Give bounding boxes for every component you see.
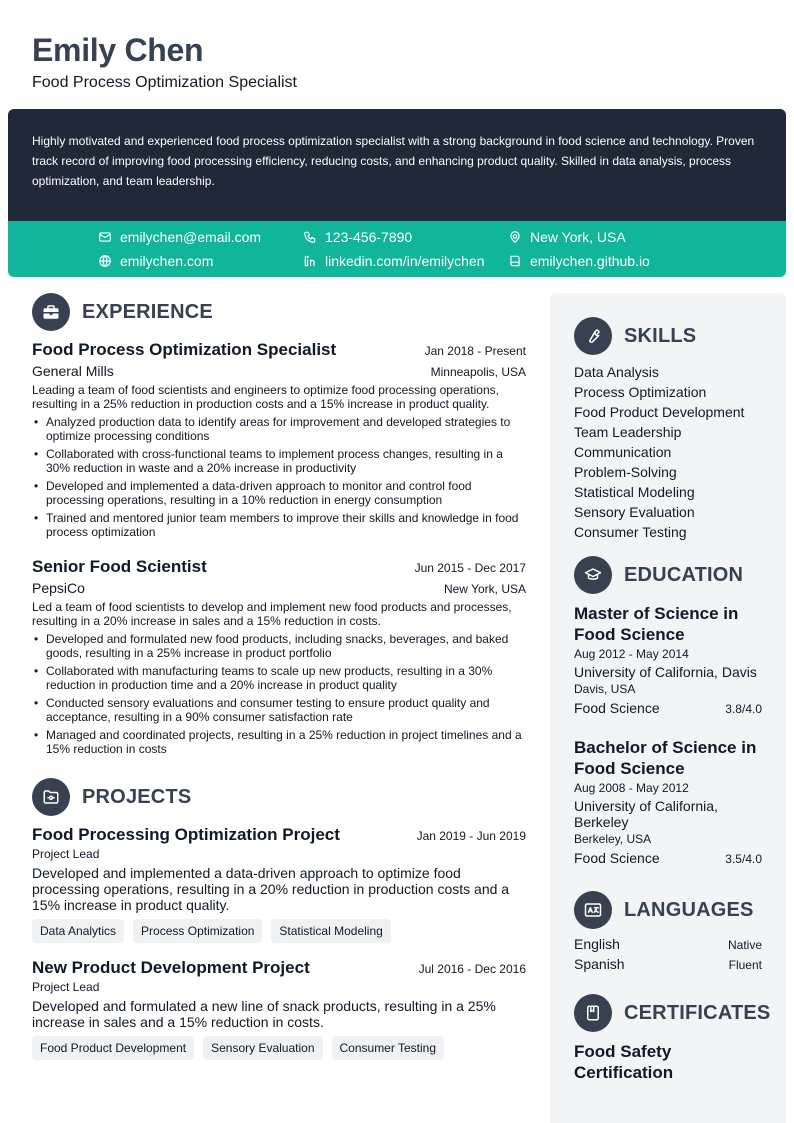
language-level: Native <box>727 938 762 952</box>
job-bullet: • Collaborated with cross-functional teams to implement process changes, resulting in a 30% reduction in waste and a 20% increase in productivity <box>32 447 526 475</box>
project-tag: Statistical Modeling <box>271 919 390 943</box>
project-description: Developed and implemented a data-driven approach to optimize food processing operations, resulting in a 20% reduction in production costs and a 15% increase in product quality. <box>32 865 510 913</box>
languages-heading <box>574 891 754 929</box>
contact-website-text: emilychen.com <box>120 253 214 269</box>
edu-field: Food Science <box>574 700 660 716</box>
job-date: Jan 2018 - Present <box>424 344 526 358</box>
experience-heading <box>32 293 213 331</box>
job-bullet: • Analyzed production data to identify areas for improvement and developed strategies to optimize processing conditions <box>32 415 526 443</box>
job-entry <box>32 557 526 760</box>
job-bullets <box>32 632 526 756</box>
job-company: PepsiCo <box>32 580 85 596</box>
contact-linkedin-text: linkedin.com/in/emilychen <box>325 253 485 269</box>
wrench-icon <box>584 327 602 345</box>
contact-email-text: emilychen@email.com <box>120 229 262 245</box>
contact-portfolio[interactable] <box>508 251 650 271</box>
edu-location: Davis, USA <box>574 682 636 696</box>
language-name: English <box>574 936 620 952</box>
edu-date: Aug 2008 - May 2012 <box>574 781 689 795</box>
skill-item: Statistical Modeling <box>574 484 695 500</box>
contact-location-text: New York, USA <box>530 229 626 245</box>
projects-icon-badge <box>32 778 70 816</box>
contact-phone-text: 123-456-7890 <box>325 229 413 245</box>
projects-heading <box>32 778 191 816</box>
experience-icon-badge <box>32 293 70 331</box>
certificates-heading <box>574 994 770 1032</box>
job-location: Minneapolis, USA <box>430 365 526 379</box>
job-description: Led a team of food scientists to develop and implement new food products and processes, resulting in a 20% increase in sales and a 15% reduction in costs. <box>32 600 512 628</box>
skills-list <box>574 362 762 542</box>
languages-title: LANGUAGES <box>624 898 754 921</box>
project-role: Project Lead <box>32 980 100 994</box>
certificate-book-icon <box>584 1004 602 1022</box>
skills-title: SKILLS <box>624 324 697 347</box>
job-title: Food Process Optimization Specialist <box>32 340 337 359</box>
job-bullet: • Conducted sensory evaluations and consumer testing to ensure product quality and acceptance, resulting in a 90% consumer satisfaction rate <box>32 696 526 724</box>
contact-portfolio-text: emilychen.github.io <box>530 253 650 269</box>
skill-item: Process Optimization <box>574 384 707 400</box>
certificates-icon-badge <box>574 994 612 1032</box>
contact-location <box>508 227 626 247</box>
edu-location: Berkeley, USA <box>574 832 652 846</box>
skills-icon-badge <box>574 317 612 355</box>
project-tags <box>32 1036 526 1060</box>
job-entry <box>32 340 526 543</box>
education-icon-badge <box>574 556 612 594</box>
job-bullets <box>32 415 526 539</box>
edu-school: University of California, Davis <box>574 664 757 680</box>
language-item <box>574 936 762 956</box>
folder-icon <box>42 788 60 806</box>
job-bullet: • Developed and formulated new food products, including snacks, beverages, and baked goods, resulting in a 25% increase in product portfolio <box>32 632 526 660</box>
job-location: New York, USA <box>443 582 526 596</box>
job-bullet: • Collaborated with manufacturing teams to scale up new products, resulting in a 30% reduction in production time and a 20% increase in product quality <box>32 664 526 692</box>
contact-email[interactable] <box>98 227 261 247</box>
job-description: Leading a team of food scientists and engineers to optimize food processing operations, resulting in a 25% reduction in production costs and a 15% increase in product quality. <box>32 383 499 411</box>
translate-icon <box>584 901 602 919</box>
skill-item: Sensory Evaluation <box>574 504 695 520</box>
edu-gpa: 3.5/4.0 <box>725 852 762 866</box>
graduation-cap-icon <box>584 566 602 584</box>
skills-heading <box>574 317 696 355</box>
project-tag: Process Optimization <box>133 919 262 943</box>
sidebar <box>550 293 786 1123</box>
contact-bar <box>8 221 786 277</box>
project-tag: Data Analytics <box>32 919 124 943</box>
language-level: Fluent <box>728 958 762 972</box>
languages-icon-badge <box>574 891 612 929</box>
globe-icon <box>98 254 112 268</box>
project-date: Jan 2019 - Jun 2019 <box>416 829 526 843</box>
linkedin-icon <box>303 254 317 268</box>
job-title: Senior Food Scientist <box>32 557 207 576</box>
job-date: Jun 2015 - Dec 2017 <box>414 561 526 575</box>
job-bullet: • Developed and implemented a data-driven approach to monitor and control food processing operations, resulting in a 10% reduction in energy consumption <box>32 479 526 507</box>
project-title: Food Processing Optimization Project <box>32 825 340 844</box>
certificates-list <box>574 1041 762 1083</box>
project-role: Project Lead <box>32 847 100 861</box>
job-bullet: • Trained and mentored junior team members to improve their skills and knowledge in food process optimization <box>32 511 526 539</box>
project-date: Jul 2016 - Dec 2016 <box>418 962 526 976</box>
education-entry <box>574 603 762 716</box>
contact-linkedin[interactable] <box>303 251 485 271</box>
mail-icon <box>98 230 112 244</box>
edu-field: Food Science <box>574 850 660 866</box>
candidate-name: Emily Chen <box>32 32 204 68</box>
project-tags <box>32 919 526 943</box>
project-tag: Sensory Evaluation <box>203 1036 322 1060</box>
language-name: Spanish <box>574 956 625 972</box>
edu-gpa: 3.8/4.0 <box>725 702 762 716</box>
languages-list <box>574 936 762 976</box>
candidate-title: Food Process Optimization Specialist <box>32 74 297 91</box>
project-tag: Consumer Testing <box>332 1036 445 1060</box>
project-entry <box>32 958 526 1060</box>
skill-item: Communication <box>574 444 672 460</box>
education-heading <box>574 556 743 594</box>
education-title: EDUCATION <box>624 563 744 586</box>
project-tag: Food Product Development <box>32 1036 194 1060</box>
edu-degree: Master of Science in Food Science <box>574 604 739 644</box>
map-pin-icon <box>508 230 522 244</box>
edu-degree: Bachelor of Science in Food Science <box>574 738 757 778</box>
projects-title: PROJECTS <box>82 785 192 808</box>
certificate-item: Food Safety Certification <box>574 1042 674 1082</box>
skill-item: Data Analysis <box>574 364 659 380</box>
summary-section: Highly motivated and experienced food process optimization specialist with a strong background in food science and technology. Proven track record of improving food processing efficiency, reducing costs, and enhancing product quality. Skilled in data analysis, process optimization, and team leadership. <box>8 109 786 221</box>
education-entry <box>574 737 762 866</box>
job-bullet: • Managed and coordinated projects, resulting in a 25% reduction in project timelines and a 15% reduction in costs <box>32 728 526 756</box>
contact-website[interactable] <box>98 251 213 271</box>
edu-date: Aug 2012 - May 2014 <box>574 647 689 661</box>
skill-item: Food Product Development <box>574 404 745 420</box>
phone-icon <box>303 230 317 244</box>
project-entry <box>32 825 526 943</box>
language-item <box>574 956 762 976</box>
project-description: Developed and formulated a new line of snack products, resulting in a 25% increase in sales and a 15% reduction in costs. <box>32 998 496 1030</box>
book-icon <box>508 254 522 268</box>
skill-item: Team Leadership <box>574 424 682 440</box>
briefcase-icon <box>42 303 60 321</box>
skill-item: Consumer Testing <box>574 524 687 540</box>
experience-title: EXPERIENCE <box>82 300 213 323</box>
skill-item: Problem-Solving <box>574 464 677 480</box>
project-title: New Product Development Project <box>32 958 310 977</box>
job-company: General Mills <box>32 363 114 379</box>
edu-school: University of California, Berkeley <box>574 798 718 830</box>
certificates-title: CERTIFICATES <box>624 1001 771 1024</box>
contact-phone[interactable] <box>303 227 412 247</box>
